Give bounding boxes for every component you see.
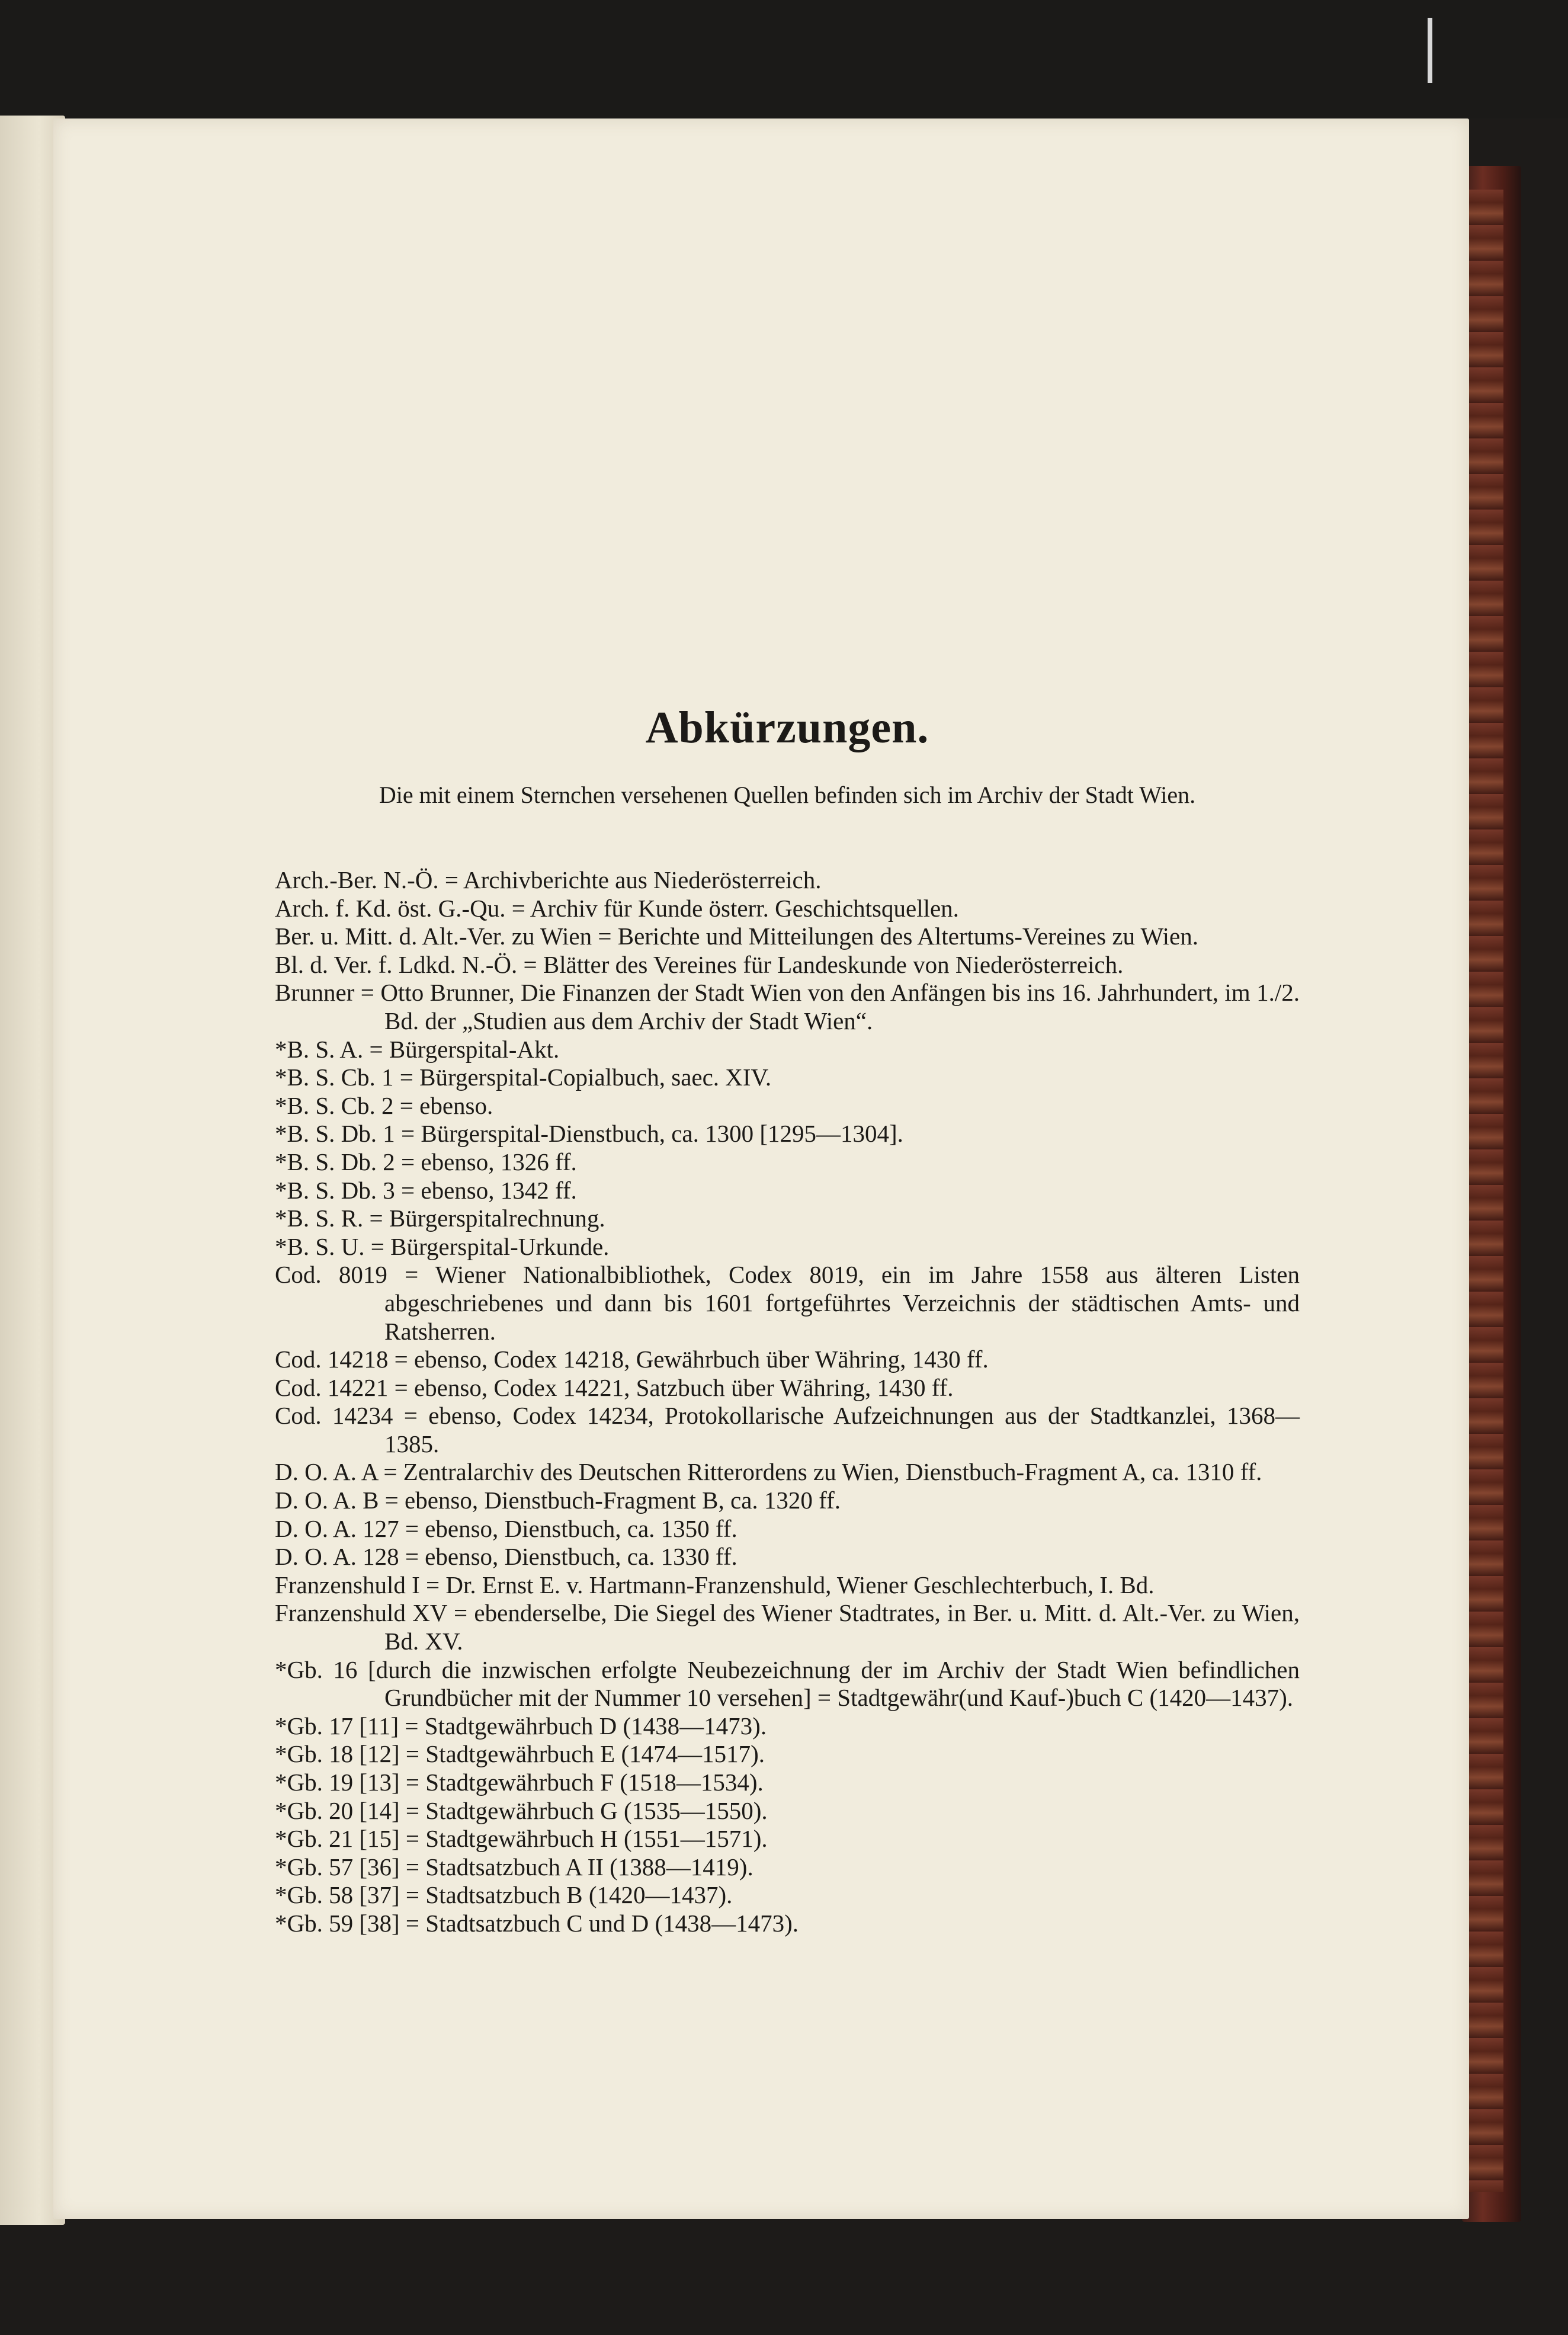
dark-backdrop bbox=[0, 0, 1568, 118]
page-title: Abkürzungen. bbox=[645, 703, 929, 752]
abbreviation-list bbox=[275, 866, 1300, 1938]
abbreviation-entry: D. O. A. 127 = ebenso, Dienstbuch, ca. 1350 ff. bbox=[275, 1514, 737, 1542]
abbreviation-entry: D. O. A. 128 = ebenso, Dienstbuch, ca. 1330 ff. bbox=[275, 1543, 737, 1571]
scan-edge-mark bbox=[1428, 18, 1432, 83]
abbreviation-entry: Arch.-Ber. N.-Ö. = Archivberichte aus Niederösterreich. bbox=[275, 866, 822, 893]
abbreviation-entry: Cod. 14221 = ebenso, Codex 14221, Satzbuch über Währing, 1430 ff. bbox=[275, 1373, 954, 1401]
abbreviation-entry: *B. S. R. = Bürgerspitalrechnung. bbox=[275, 1205, 605, 1232]
abbreviation-entry: D. O. A. B = ebenso, Dienstbuch-Fragment B, ca. 1320 ff. bbox=[275, 1487, 841, 1514]
abbreviation-entry: Ber. u. Mitt. d. Alt.-Ver. zu Wien = Berichte und Mitteilungen des Altertums-Vereines zu Wien. bbox=[275, 923, 1198, 950]
abbreviation-entry: *Gb. 18 [12] = Stadtgewährbuch E (1474—1517). bbox=[275, 1740, 765, 1768]
abbreviation-entry: *Gb. 21 [15] = Stadtgewährbuch H (1551—1571). bbox=[275, 1825, 768, 1853]
book-cover-pattern bbox=[1468, 190, 1503, 2192]
abbreviation-entry: *B. S. A. = Bürgerspital-Akt. bbox=[275, 1035, 560, 1063]
book-page bbox=[53, 118, 1469, 2219]
abbreviation-entry: *Gb. 57 [36] = Stadtsatzbuch A II (1388—1419). bbox=[275, 1853, 753, 1881]
abbreviation-entry: Arch. f. Kd. öst. G.-Qu. = Archiv für Kunde österr. Geschichtsquellen. bbox=[275, 894, 959, 922]
abbreviation-entry: Bl. d. Ver. f. Ldkd. N.-Ö. = Blätter des Vereines für Landeskunde von Niederösterreich. bbox=[275, 950, 1124, 978]
abbreviation-entry: Franzenshuld XV = ebenderselbe, Die Siegel des Wiener Stadtrates, in Ber. u. Mitt. d. Alt.-Ver. zu Wien, Bd. XV. bbox=[275, 1599, 1300, 1655]
abbreviation-entry: Cod. 8019 = Wiener Nationalbibliothek, Codex 8019, ein im Jahre 1558 aus älteren Listen abgeschriebenes und dann bis 1601 fortgeführtes Verzeichnis der städtischen Amts- und Ratsherren. bbox=[275, 1261, 1300, 1345]
abbreviation-entry: *Gb. 20 [14] = Stadtgewährbuch G (1535—1550). bbox=[275, 1796, 768, 1824]
abbreviation-entry: Cod. 14218 = ebenso, Codex 14218, Gewährbuch über Währing, 1430 ff. bbox=[275, 1346, 989, 1373]
abbreviation-entry: *B. S. U. = Bürgerspital-Urkunde. bbox=[275, 1232, 610, 1260]
abbreviation-entry: D. O. A. A = Zentralarchiv des Deutschen Ritterordens zu Wien, Dienstbuch-Fragment A, ca. 1310 ff. bbox=[275, 1458, 1262, 1486]
abbreviation-entry: *Gb. 58 [37] = Stadtsatzbuch B (1420—1437). bbox=[275, 1881, 733, 1909]
abbreviation-entry: *B. S. Cb. 2 = ebenso. bbox=[275, 1091, 493, 1119]
abbreviation-entry: *B. S. Db. 3 = ebenso, 1342 ff. bbox=[275, 1176, 577, 1204]
abbreviation-entry: *B. S. Db. 2 = ebenso, 1326 ff. bbox=[275, 1148, 577, 1175]
abbreviation-entry: *Gb. 19 [13] = Stadtgewährbuch F (1518—1534). bbox=[275, 1769, 764, 1796]
abbreviation-entry: *Gb. 17 [11] = Stadtgewährbuch D (1438—1473). bbox=[275, 1712, 767, 1740]
abbreviation-entry: Brunner = Otto Brunner, Die Finanzen der Stadt Wien von den Anfängen bis ins 16. Jahrhundert, im 1./2. Bd. der „Studien aus dem Archiv der Stadt Wien“. bbox=[275, 979, 1300, 1034]
abbreviation-entry: *Gb. 16 [durch die inzwischen erfolgte Neubezeichnung der im Archiv der Stadt Wien befindlichen Grundbücher mit der Nummer 10 versehen] = Stadtgewähr(und Kauf-)buch C (1420—1437). bbox=[275, 1655, 1300, 1712]
abbreviation-entry: Cod. 14234 = ebenso, Codex 14234, Protokollarische Aufzeichnungen aus der Stadtkanzlei, 1368—1385. bbox=[275, 1402, 1300, 1458]
abbreviation-entry: Franzenshuld I = Dr. Ernst E. v. Hartmann-Franzenshuld, Wiener Geschlechterbuch, I. Bd. bbox=[275, 1571, 1155, 1599]
intro-note: Die mit einem Sternchen versehenen Quellen befinden sich im Archiv der Stadt Wien. bbox=[379, 781, 1196, 808]
abbreviation-entry: *Gb. 59 [38] = Stadtsatzbuch C und D (1438—1473). bbox=[275, 1909, 799, 1937]
abbreviation-entry: *B. S. Db. 1 = Bürgerspital-Dienstbuch, ca. 1300 [1295—1304]. bbox=[275, 1120, 903, 1148]
abbreviation-entry: *B. S. Cb. 1 = Bürgerspital-Copialbuch, saec. XIV. bbox=[275, 1064, 772, 1091]
